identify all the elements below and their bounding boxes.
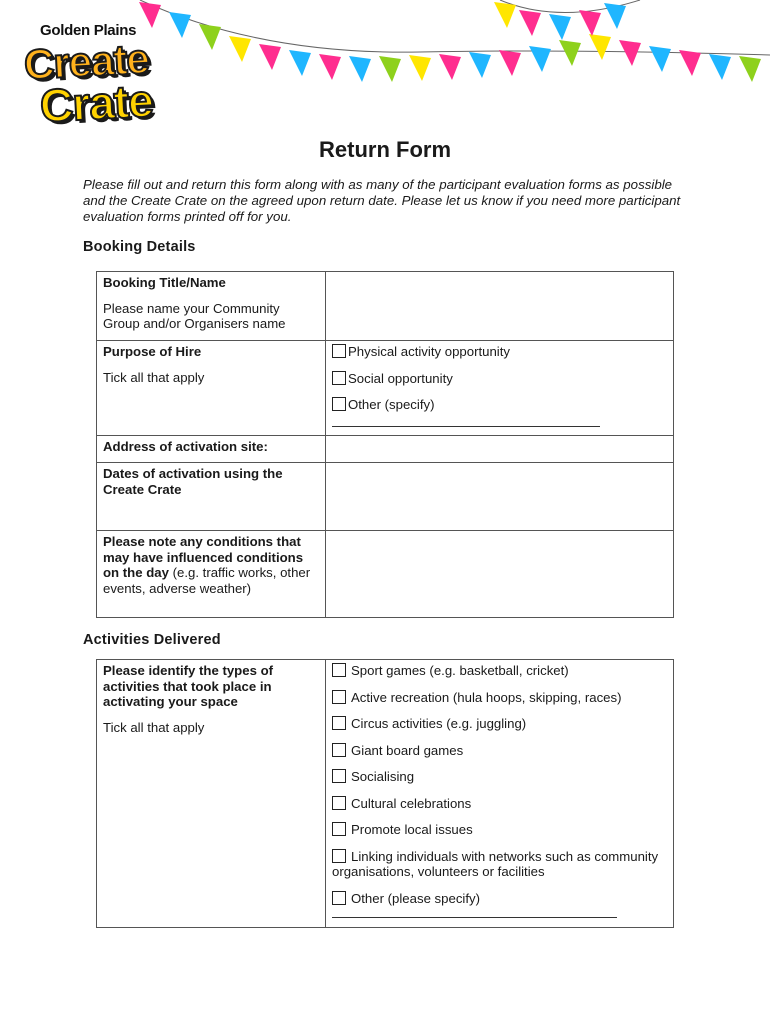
dates-answer-field[interactable] — [326, 463, 674, 531]
purpose-hint: Tick all that apply — [103, 369, 205, 385]
conditions-row — [97, 531, 674, 618]
activity-option-label: Linking individuals with networks such as community organisations, volunteers or facilities — [332, 848, 659, 879]
bunting-flag — [604, 3, 626, 29]
logo-word-crate: Crate — [38, 74, 154, 132]
checkbox[interactable] — [332, 663, 346, 677]
bunting-flag — [649, 46, 671, 72]
golden-plains-create-crate-logo — [22, 18, 197, 133]
conditions-label-bold: Please note any conditions that may have influenced conditions on the day — [103, 534, 304, 580]
activities-table — [96, 659, 674, 928]
bunting-flag — [619, 40, 641, 66]
page-title: Return Form — [319, 137, 451, 162]
activities-options — [326, 660, 674, 928]
activity-option[interactable] — [332, 716, 667, 732]
purpose-option[interactable] — [332, 344, 667, 360]
bunting-flag — [289, 50, 311, 76]
activity-option[interactable] — [332, 690, 667, 706]
booking-details-heading: Booking Details — [83, 239, 196, 255]
address-question — [97, 436, 326, 463]
activity-option-label: Cultural celebrations — [351, 795, 472, 811]
checkbox[interactable] — [332, 397, 346, 411]
checkbox[interactable] — [332, 743, 346, 757]
bunting-flag — [229, 36, 251, 62]
checkbox[interactable] — [332, 716, 346, 730]
bunting-flag — [494, 2, 516, 28]
booking-details-table — [96, 271, 674, 618]
checkbox[interactable] — [332, 344, 346, 358]
checkbox[interactable] — [332, 690, 346, 704]
activities-hint: Tick all that apply — [103, 719, 205, 735]
bunting-flag — [739, 56, 761, 82]
checkbox[interactable] — [332, 822, 346, 836]
intro-paragraph: Please fill out and return this form along with as many of the participant evaluation forms as possible and the Create Crate on the agreed upon return date. Please let us know if you need more participant evaluation forms printed off for you. — [83, 177, 681, 224]
activities-row — [97, 660, 674, 928]
purpose-label: Purpose of Hire — [103, 344, 202, 359]
purpose-options — [326, 341, 674, 436]
conditions-answer-field[interactable] — [326, 531, 674, 618]
checkbox[interactable] — [332, 849, 346, 863]
bunting-flag — [319, 54, 341, 80]
bunting-flag — [529, 46, 551, 72]
activity-option-label: Giant board games — [351, 742, 464, 758]
activity-option[interactable] — [332, 743, 667, 759]
checkbox[interactable] — [332, 371, 346, 385]
activity-option[interactable] — [332, 849, 667, 880]
purpose-option-label: Other (specify) — [348, 397, 435, 412]
purpose-option-label: Social opportunity — [348, 370, 453, 386]
booking-title-answer-field[interactable] — [326, 272, 674, 341]
purpose-option[interactable] — [332, 371, 667, 387]
bunting-flag — [679, 50, 701, 76]
activity-option-label: Circus activities (e.g. juggling) — [351, 716, 527, 731]
activity-option[interactable] — [332, 769, 667, 785]
bunting-flag — [259, 44, 281, 70]
activities-delivered-heading: Activities Delivered — [83, 632, 221, 648]
activity-option-label: Other (please specify) — [351, 890, 480, 906]
checkbox[interactable] — [332, 891, 346, 905]
booking-title-question — [97, 272, 326, 341]
bunting-flag — [199, 24, 221, 50]
logo-brand-top: Golden Plains — [40, 22, 137, 39]
bunting-flag — [409, 55, 431, 81]
activity-option[interactable] — [332, 822, 667, 838]
bunting-flag — [589, 34, 611, 60]
other-specify-line[interactable] — [332, 907, 617, 918]
conditions-question — [97, 531, 326, 618]
bunting-flag — [519, 10, 541, 36]
dates-row — [97, 463, 674, 531]
bunting-flag — [379, 56, 401, 82]
conditions-label — [103, 534, 319, 596]
purpose-question — [97, 341, 326, 436]
address-row — [97, 436, 674, 463]
checkbox[interactable] — [332, 796, 346, 810]
purpose-option-label: Physical activity opportunity — [348, 344, 510, 359]
conditions-label-rest: (e.g. traffic works, other events, adverse weather) — [103, 565, 311, 596]
activity-option[interactable] — [332, 663, 667, 679]
dates-question — [97, 463, 326, 531]
activity-option-other[interactable] — [332, 891, 667, 922]
activity-option-label: Socialising — [351, 769, 415, 784]
activity-option[interactable] — [332, 796, 667, 812]
booking-title-label: Booking Title/Name — [103, 275, 226, 290]
bunting-flag — [549, 14, 571, 40]
bunting-flag — [579, 10, 601, 36]
bunting-flag — [349, 56, 371, 82]
address-label: Address of activation site: — [103, 439, 268, 454]
checkbox[interactable] — [332, 769, 346, 783]
activities-question-label: Please identify the types of activities that took place in activating your space — [103, 663, 274, 709]
bunting-flag — [439, 54, 461, 80]
activities-question — [97, 660, 326, 928]
logo-word-create: Create — [22, 34, 150, 89]
activity-option-label: Sport games (e.g. basketball, cricket) — [351, 663, 569, 678]
bunting-flag — [559, 40, 581, 66]
address-answer-field[interactable] — [326, 436, 674, 463]
activity-option-label: Promote local issues — [351, 822, 473, 837]
bunting-flag — [469, 52, 491, 78]
purpose-option[interactable] — [332, 397, 667, 413]
booking-title-hint: Please name your Community Group and/or Organisers name — [103, 300, 286, 331]
activity-option-label: Active recreation (hula hoops, skipping, races) — [351, 689, 622, 705]
booking-title-row — [97, 272, 674, 341]
bunting-flag — [709, 54, 731, 80]
dates-label: Dates of activation using the Create Crate — [103, 466, 283, 497]
other-specify-line[interactable] — [332, 415, 667, 430]
purpose-row — [97, 341, 674, 436]
bunting-flag — [499, 50, 521, 76]
